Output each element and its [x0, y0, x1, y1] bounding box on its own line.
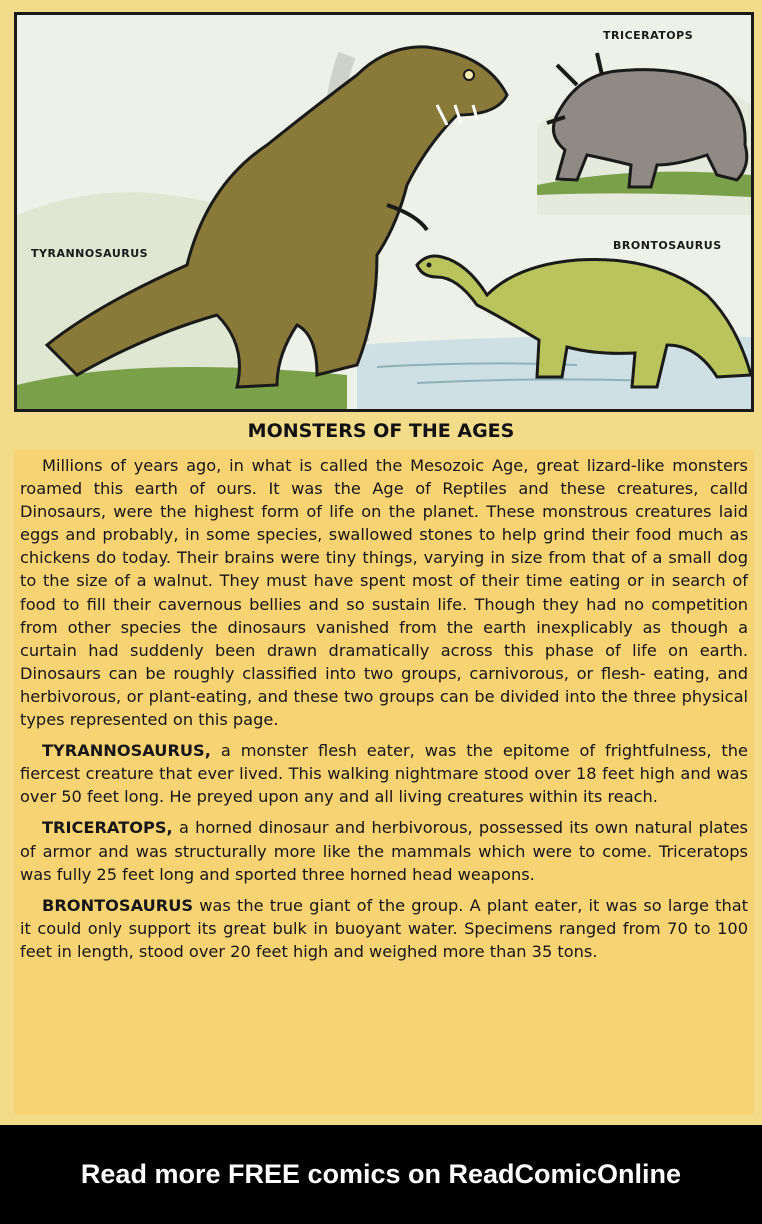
- triceratops-text: a horned dinosaur and herbivorous, possessed its own natural plates of armor and was structurally more like the mammals which were to come. Triceratops was fully 25 feet long and sported three horned head weapons.: [20, 818, 748, 884]
- article-body: [14, 450, 754, 1115]
- brontosaurus-heading: BRONTOSAURUS: [42, 895, 194, 915]
- promo-footer-banner: [0, 1125, 762, 1224]
- intro-paragraph: Millions of years ago, in what is called the Mesozoic Age, great lizard-like monsters roamed this earth of ours. It was the Age of Reptiles and these creatures, calld Dinosaurs, were the highest form of life on the planet. These monstrous creatures laid eggs and probably, in some species, swallowed stones to help grind their food much as chickens do today. Their brains were tiny things, varying in size from that of a small dog to the size of a walnut. They must have spent most of their time eating or in search of food to fill their cavernous bellies and so sustain life. Though they had no competition from other species the dinosaurs vanished from the earth inexplicably as though a curtain had suddenly been drawn dramatically across this phase of life on earth. Dinosaurs can be roughly classified into two groups, carnivorous, or flesh- eating, and herbivorous, or plant-eating, and these two groups can be divided into the three physical types represented on this page.: [20, 456, 748, 730]
- dinosaur-scene: [17, 15, 751, 409]
- footer-text: Read more FREE comics on ReadComicOnline: [80, 1159, 682, 1189]
- triceratops-heading: TRICERATOPS,: [42, 818, 173, 838]
- tyrannosaurus-paragraph: [20, 739, 748, 808]
- article-title: MONSTERS OF THE AGES: [247, 420, 515, 442]
- brontosaurus-label: BRONTOSAURUS: [613, 239, 722, 252]
- tyrannosaurus-heading: TYRANNOSAURUS,: [42, 741, 211, 761]
- triceratops-figure: [547, 53, 747, 187]
- triceratops-paragraph: [20, 816, 748, 885]
- brontosaurus-text: was the true giant of the group. A plant eater, it was so large that it could only support its great bulk in buoyant water. Specimens ranged from 70 to 100 feet in length, stood over 20 feet high and weighed more than 35 tons.: [20, 895, 748, 961]
- dinosaur-illustration: [14, 12, 754, 412]
- triceratops-label: TRICERATOPS: [603, 29, 694, 42]
- tyrannosaurus-text: a monster flesh eater, was the epitome of frightfulness, the fiercest creature that ever lived. This walking nightmare stood over 18 feet high and was over 50 feet long. He preyed upon any and all living creatures within its reach.: [20, 741, 748, 807]
- brontosaurus-paragraph: [20, 894, 748, 963]
- tyrannosaurus-label: TYRANNOSAURUS: [31, 247, 149, 260]
